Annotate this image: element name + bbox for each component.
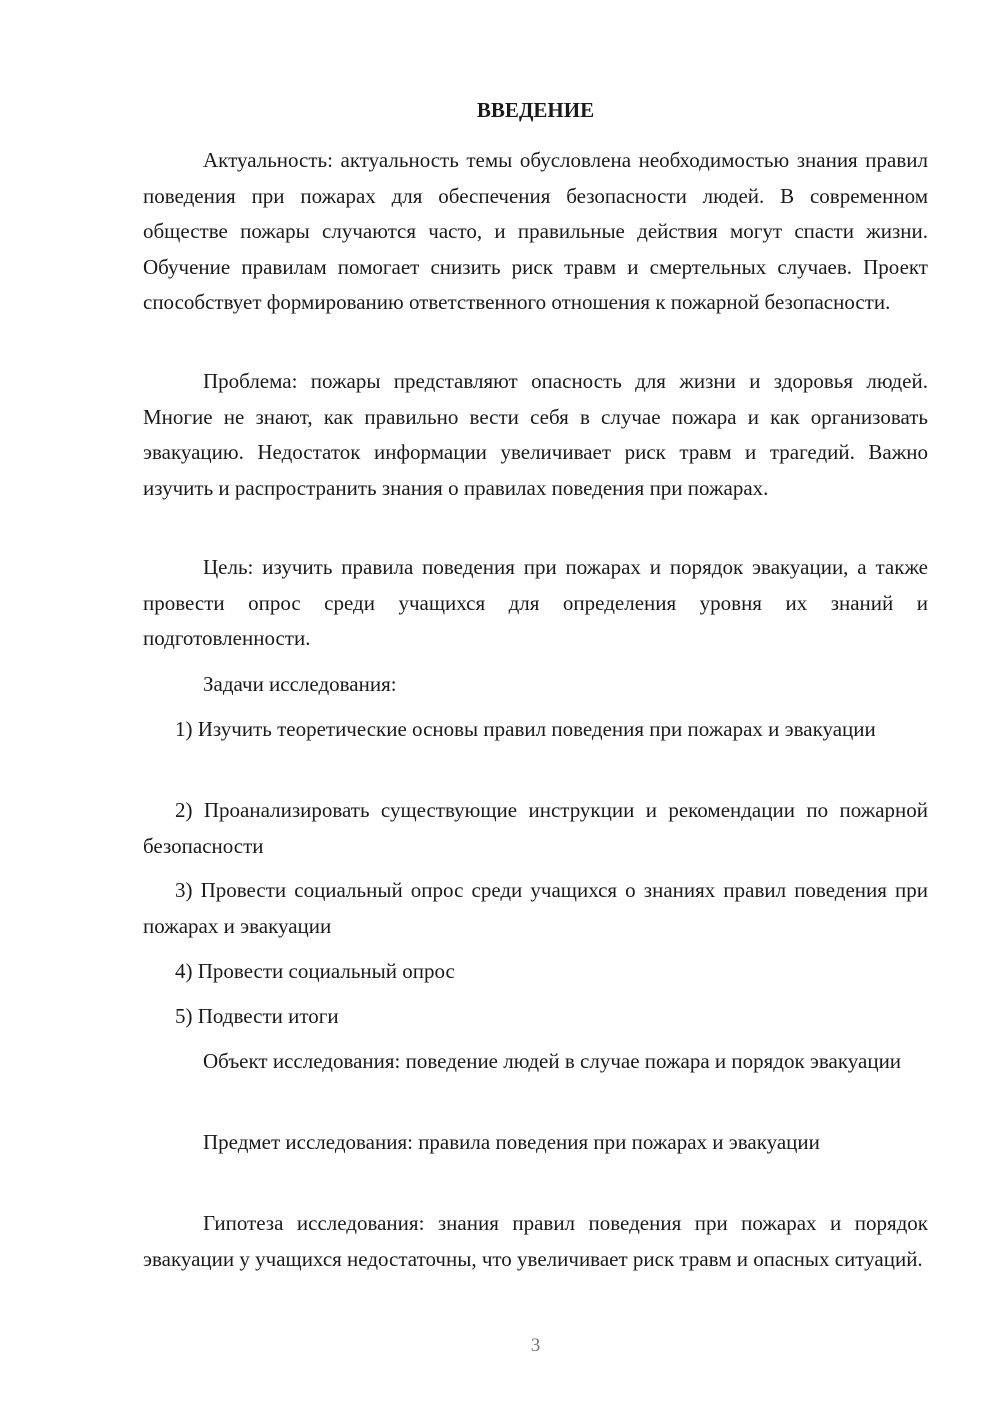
tasks-heading: Задачи исследования: xyxy=(203,672,397,696)
task-item-3: 3) Провести социальный опрос среди учащихся о знаниях правил поведения при пожарах и эвакуации xyxy=(143,878,928,938)
page-number: 3 xyxy=(530,1335,541,1356)
page-title: ВВЕДЕНИЕ xyxy=(476,98,595,122)
subject-paragraph: Предмет исследования: правила поведения при пожарах и эвакуации xyxy=(203,1130,820,1154)
task-item-4: 4) Провести социальный опрос xyxy=(175,959,455,983)
relevance-paragraph: Актуальность: актуальность темы обусловлена необходимостью знания правил поведения при пожарах для обеспечения безопасности людей. В современном обществе пожары случаются часто, и правильные действия могут спасти жизни. Обучение правилам помогает снизить риск травм и смертельных случаев. Проект способствует формированию ответственного отношения к пожарной безопасности. xyxy=(143,148,928,314)
object-paragraph: Объект исследования: поведение людей в случае пожара и порядок эвакуации xyxy=(203,1049,902,1073)
hypothesis-paragraph: Гипотеза исследования: знания правил поведения при пожарах и порядок эвакуации у учащихся недостаточны, что увеличивает риск травм и опасных ситуаций. xyxy=(143,1211,928,1271)
problem-paragraph: Проблема: пожары представляют опасность для жизни и здоровья людей. Многие не знают, как правильно вести себя в случае пожара и как организовать эвакуацию. Недостаток информации увеличивает риск травм и трагедий. Важно изучить и распространить знания о правилах поведения при пожарах. xyxy=(143,369,928,500)
task-item-1: 1) Изучить теоретические основы правил поведения при пожарах и эвакуации xyxy=(175,717,876,741)
task-item-5: 5) Подвести итоги xyxy=(175,1004,339,1028)
goal-paragraph: Цель: изучить правила поведения при пожарах и порядок эвакуации, а также провести опрос среди учащихся для определения уровня их знаний и подготовленности. xyxy=(143,555,928,650)
task-item-2: 2) Проанализировать существующие инструкции и рекомендации по пожарной безопасности xyxy=(143,798,928,858)
